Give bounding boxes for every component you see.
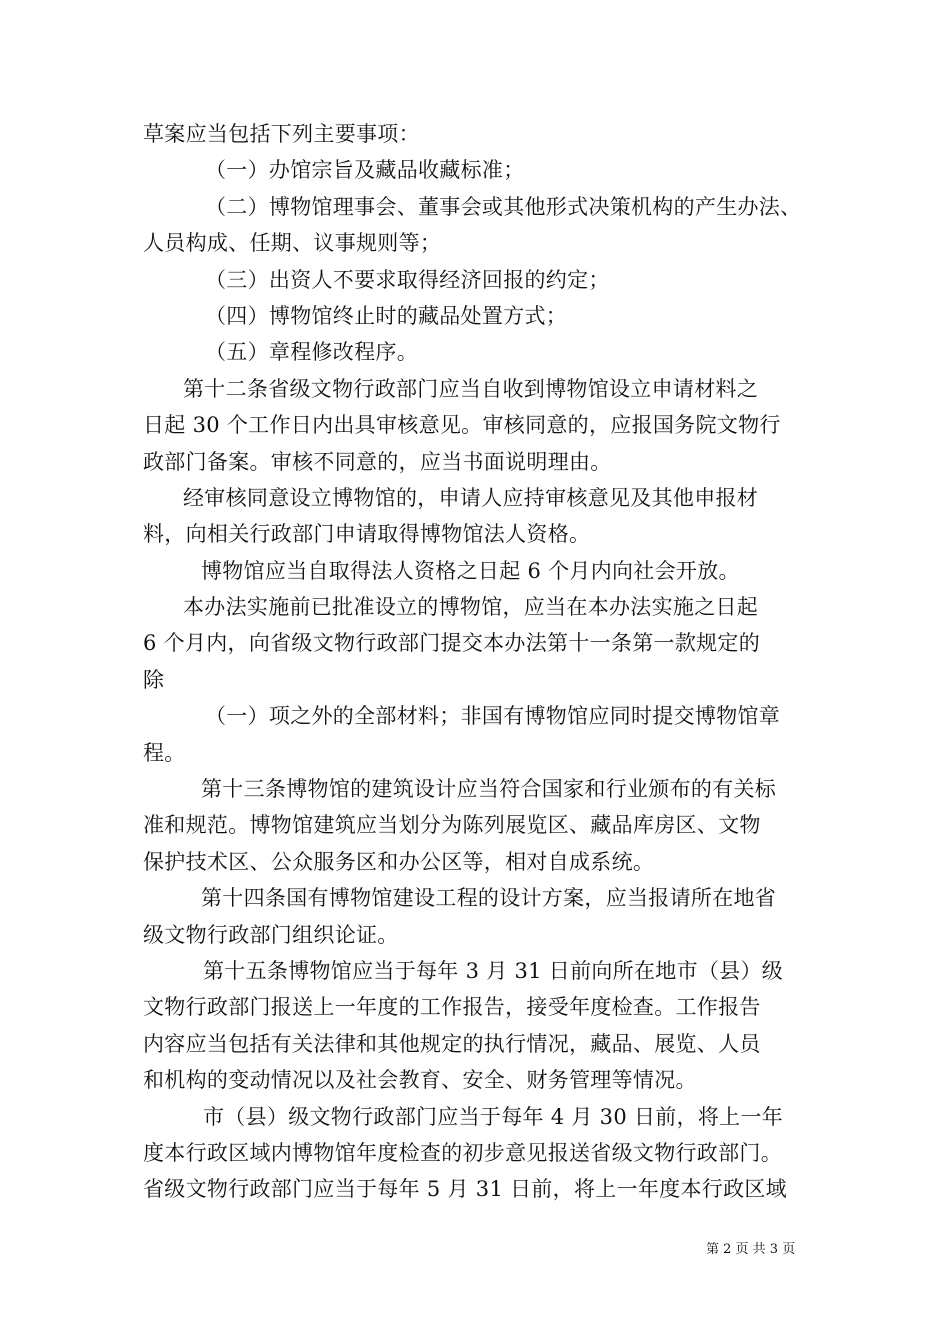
text-line: 政部门备案。审核不同意的，应当书面说明理由。 (143, 449, 612, 474)
text-line: 准和规范。博物馆建筑应当划分为陈列展览区、藏品库房区、文物 (143, 813, 761, 838)
text-line: 博物馆应当自取得法人资格之日起 6 个月内向社会开放。 (201, 558, 740, 583)
text-line: 和机构的变动情况以及社会教育、安全、财务管理等情况。 (143, 1068, 697, 1093)
text-line: 料，向相关行政部门申请取得博物馆法人资格。 (143, 522, 591, 547)
text-line: 经审核同意设立博物馆的，申请人应持审核意见及其他申报材 (183, 485, 759, 510)
text-line: 除 (143, 667, 165, 692)
text-line: （一）项之外的全部材料；非国有博物馆应同时提交博物馆章 (205, 704, 781, 729)
text-line: 第十三条博物馆的建筑设计应当符合国家和行业颁布的有关标 (201, 777, 777, 802)
text-line: （三）出资人不要求取得经济回报的约定； (205, 267, 610, 292)
text-line: （四）博物馆终止时的藏品处置方式； (205, 303, 568, 328)
text-line: 草案应当包括下列主要事项： (143, 122, 420, 146)
text-line: 文物行政部门报送上一年度的工作报告，接受年度检查。工作报告 (143, 995, 761, 1020)
text-line: （二）博物馆理事会、董事会或其他形式决策机构的产生办法、 (205, 194, 802, 219)
text-line: 内容应当包括有关法律和其他规定的执行情况，藏品、展览、人员 (143, 1031, 761, 1056)
page-number: 第 2 页 共 3 页 (706, 1242, 796, 1257)
text-line: （五）章程修改程序。 (205, 340, 418, 365)
text-line: 程。 (143, 740, 186, 765)
text-line: 省级文物行政部门应当于每年 5 月 31 日前，将上一年度本行政区域 (143, 1177, 787, 1202)
text-line: 6 个月内，向省级文物行政部门提交本办法第十一条第一款规定的 (143, 631, 761, 656)
text-line: （一）办馆宗旨及藏品收藏标准； (205, 158, 525, 183)
text-line: 本办法实施前已批准设立的博物馆，应当在本办法实施之日起 (183, 595, 759, 620)
text-line: 人员构成、任期、议事规则等； (143, 231, 442, 256)
text-line: 第十五条博物馆应当于每年 3 月 31 日前向所在地市（县）级 (203, 958, 784, 983)
text-line: 度本行政区域内博物馆年度检查的初步意见报送省级文物行政部门。 (143, 1140, 782, 1165)
text-line: 第十四条国有博物馆建设工程的设计方案，应当报请所在地省 (201, 886, 777, 911)
document-body (143, 116, 807, 1208)
text-line: 日起 30 个工作日内出具审核意见。审核同意的，应报国务院文物行 (143, 413, 781, 438)
text-line: 级文物行政部门组织论证。 (143, 922, 399, 947)
text-line: 市（县）级文物行政部门应当于每年 4 月 30 日前，将上一年 (203, 1104, 784, 1129)
text-line: 第十二条省级文物行政部门应当自收到博物馆设立申请材料之 (183, 376, 759, 401)
text-line: 保护技术区、公众服务区和办公区等，相对自成系统。 (143, 849, 655, 874)
